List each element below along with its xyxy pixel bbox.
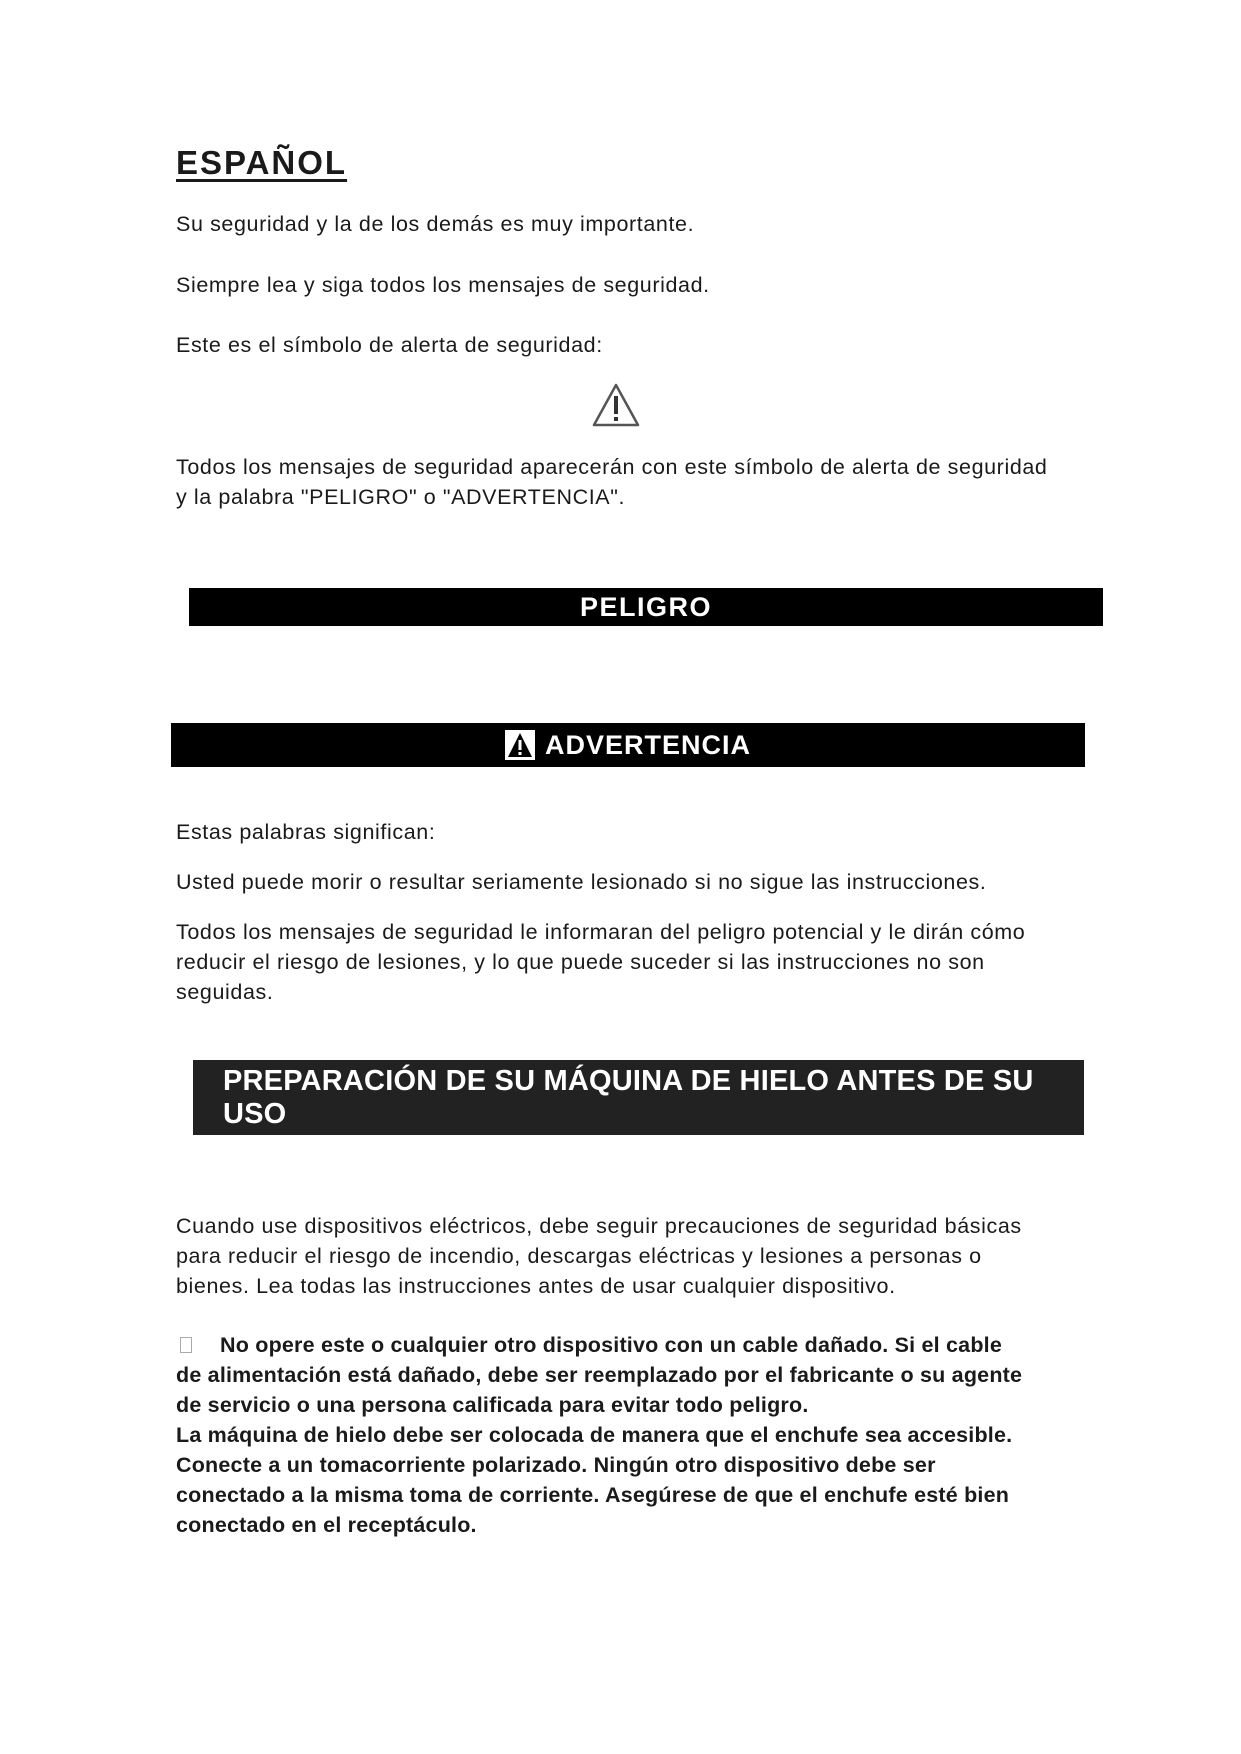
advertencia-label: ADVERTENCIA: [544, 729, 751, 760]
warning-line-2: de alimentación está dañado, debe ser reemplazado por el fabricante o su agente: [176, 1363, 1023, 1387]
advertencia-banner: [171, 723, 1085, 767]
bullet-icon: [180, 1337, 192, 1353]
section-title: PREPARACIÓN DE SU MÁQUINA DE HIELO ANTES DE SU USO: [223, 1064, 1034, 1130]
warning-line-3: de servicio o una persona calificada para evitar todo peligro.: [176, 1393, 809, 1417]
warning-line-6: conectado a la misma toma de corriente. Asegúrese de que el enchufe esté bien: [176, 1483, 1010, 1507]
peligro-banner: [189, 588, 1103, 626]
meaning-paragraph-3-line-2: reducir el riesgo de lesiones, y lo que puede suceder si las instrucciones no son: [176, 950, 985, 974]
warning-line-5: Conecte a un tomacorriente polarizado. Ningún otro dispositivo debe ser: [176, 1453, 936, 1477]
peligro-label: PELIGRO: [579, 591, 712, 622]
warning-line-1: [176, 1330, 1076, 1360]
warning-triangle-icon: [505, 730, 535, 760]
precautions-line-3: bienes. Lea todas las instrucciones antes de usar cualquier dispositivo.: [176, 1274, 896, 1298]
intro-paragraph-3: Este es el símbolo de alerta de seguridad:: [176, 333, 603, 357]
warning-line-1-text: No opere este o cualquier otro dispositivo con un cable dañado. Si el cable: [220, 1333, 1002, 1357]
meaning-paragraph-1: Estas palabras significan:: [176, 820, 436, 844]
intro-paragraph-1: Su seguridad y la de los demás es muy importante.: [176, 212, 695, 236]
precautions-line-2: para reducir el riesgo de incendio, descargas eléctricas y lesiones a personas o: [176, 1244, 982, 1268]
warning-block: [176, 1330, 1076, 1540]
meaning-paragraph-3-line-3: seguidas.: [176, 980, 274, 1004]
intro-paragraph-4: [176, 452, 1076, 512]
warning-line-4: La máquina de hielo debe ser colocada de manera que el enchufe sea accesible.: [176, 1423, 1013, 1447]
precautions-line-1: Cuando use dispositivos eléctricos, debe seguir precauciones de seguridad básicas: [176, 1214, 1022, 1238]
meaning-paragraph-2: Usted puede morir o resultar seriamente lesionado si no sigue las instrucciones.: [176, 870, 987, 894]
page-heading: ESPAÑOL: [176, 144, 348, 181]
meaning-paragraph-3-line-1: Todos los mensajes de seguridad le informaran del peligro potencial y le dirán cómo: [176, 920, 1026, 944]
intro-paragraph-4-line-2: y la palabra "PELIGRO" o "ADVERTENCIA".: [176, 485, 626, 509]
intro-paragraph-4-line-1: Todos los mensajes de seguridad aparecerán con este símbolo de alerta de seguridad: [176, 455, 1048, 479]
warning-line-7: conectado en el receptáculo.: [176, 1513, 477, 1537]
meaning-paragraph-3: [176, 917, 1076, 1007]
precautions-paragraph: [176, 1211, 1076, 1301]
section-title-banner: [193, 1060, 1084, 1135]
intro-paragraph-2: Siempre lea y siga todos los mensajes de seguridad.: [176, 273, 710, 297]
warning-triangle-icon: [591, 382, 641, 428]
